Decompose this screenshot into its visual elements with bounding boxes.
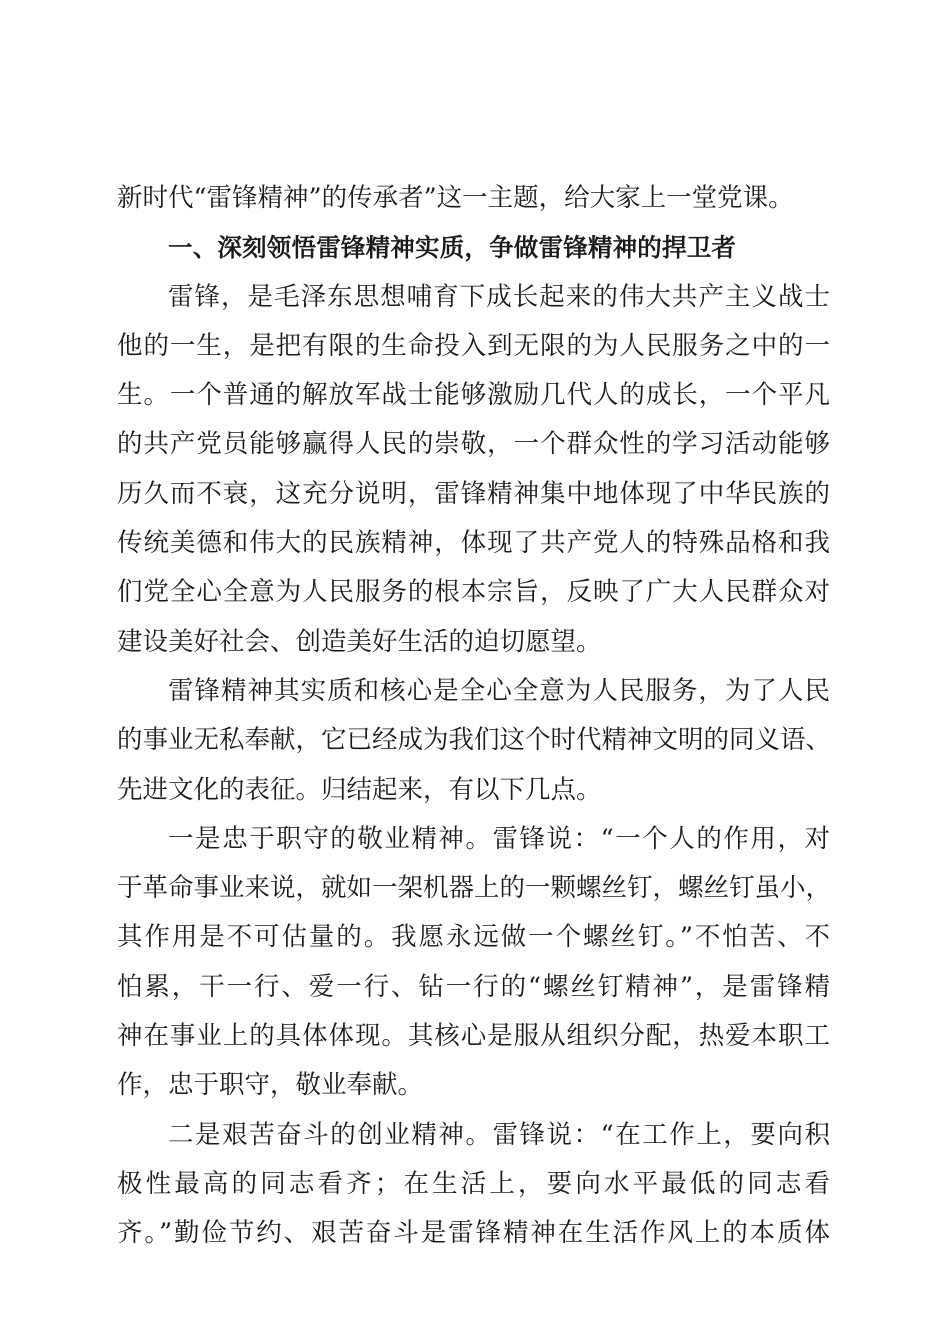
text-line: 怕累，干一行、爱一行、钻一行的“螺丝钉精神”，是雷锋精 <box>117 971 830 1002</box>
document-body <box>117 174 830 1259</box>
text-line: 先进文化的表征。归结起来，有以下几点。 <box>117 774 602 805</box>
text-line: 新时代“雷锋精神”的传承者”这一主题，给大家上一堂党课。 <box>117 183 794 213</box>
text-line: 作，忠于职守，敬业奉献。 <box>117 1070 424 1101</box>
text-line: 其作用是不可估量的。我愿永远做一个螺丝钉。”不怕苦、不 <box>117 922 830 953</box>
text-line: 齐。”勤俭节约、艰苦奋斗是雷锋精神在生活作风上的本质体 <box>117 1218 830 1249</box>
text-line: 一是忠于职守的敬业精神。雷锋说：“一个人的作用，对 <box>168 823 830 854</box>
text-line: 们党全心全意为人民服务的根本宗旨，反映了广大人民群众对 <box>117 577 830 608</box>
text-line: 历久而不衰，这充分说明，雷锋精神集中地体现了中华民族的 <box>117 478 830 509</box>
text-line: 于革命事业来说，就如一架机器上的一颗螺丝钉，螺丝钉虽小， <box>117 873 832 904</box>
text-line: 二是艰苦奋斗的创业精神。雷锋说：“在工作上，要向积 <box>168 1119 830 1150</box>
text-line: 生。一个普通的解放军战士能够激励几代人的成长，一个平凡 <box>117 380 830 411</box>
text-line: 建设美好社会、创造美好生活的迫切愿望。 <box>117 626 602 657</box>
text-line: 的事业无私奉献，它已经成为我们这个时代精神文明的同义语、 <box>117 725 832 756</box>
text-line: 雷锋，是毛泽东思想哺育下成长起来的伟大共产主义战士 <box>168 281 830 312</box>
section-heading: 一、深刻领悟雷锋精神实质，争做雷锋精神的捍卫者 <box>168 233 737 263</box>
text-line: 传统美德和伟大的民族精神，体现了共产党人的特殊品格和我 <box>117 528 830 559</box>
text-line: 雷锋精神其实质和核心是全心全意为人民服务，为了人民 <box>168 675 830 706</box>
text-line: 他的一生，是把有限的生命投入到无限的为人民服务之中的一 <box>117 330 830 361</box>
text-line: 极性最高的同志看齐；在生活上，要向水平最低的同志看 <box>117 1168 830 1199</box>
text-line: 的共产党员能够赢得人民的崇敬，一个群众性的学习活动能够 <box>117 429 830 460</box>
text-line: 神在事业上的具体体现。其核心是服从组织分配，热爱本职工 <box>117 1021 830 1052</box>
